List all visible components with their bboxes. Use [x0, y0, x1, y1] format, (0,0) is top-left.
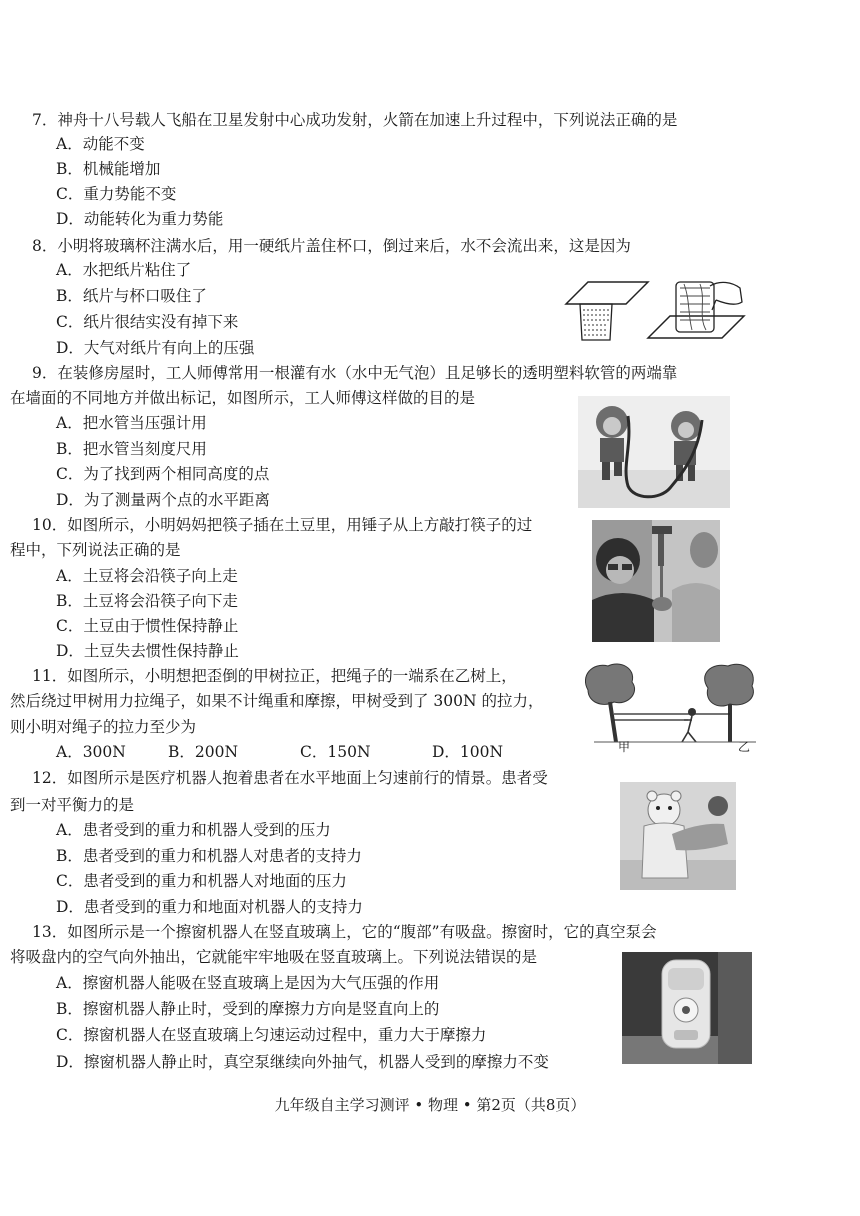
q12-stem-line1: 12．如图所示是医疗机器人抱着患者在水平地面上匀速前行的情景。患者受 [32, 769, 548, 787]
q10-option-a: A．土豆将会沿筷子向上走 [56, 567, 238, 585]
medical-robot-photo [620, 782, 736, 890]
q8-option-d: D．大气对纸片有向上的压强 [56, 339, 255, 357]
q10-option-d: D．土豆失去惯性保持静止 [56, 642, 239, 660]
q11-option-d: D．100N [432, 743, 504, 761]
q11-stem-line3: 则小明对绳子的拉力至少为 [10, 718, 197, 736]
q9-stem-line2: 在墙面的不同地方并做出标记，如图所示，工人师傅这样做的目的是 [10, 389, 476, 407]
window-robot-photo [622, 952, 752, 1064]
q7-option-d: D．动能转化为重力势能 [56, 210, 224, 228]
q8-option-b: B．纸片与杯口吸住了 [56, 287, 207, 305]
q9-option-d: D．为了测量两个点的水平距离 [56, 491, 270, 509]
q7-option-b: B．机械能增加 [56, 160, 161, 178]
q10-stem-line1: 10．如图所示，小明妈妈把筷子插在土豆里，用锤子从上方敲打筷子的过 [32, 516, 533, 534]
q10-option-b: B．土豆将会沿筷子向下走 [56, 592, 238, 610]
q7-option-a: A．动能不变 [56, 135, 145, 153]
potato-chopstick-photo [592, 520, 720, 642]
q8-option-a: A．水把纸片粘住了 [56, 261, 192, 279]
q12-option-c: C．患者受到的重力和机器人对地面的压力 [56, 872, 347, 890]
q11-stem-line1: 11．如图所示，小明想把歪倒的甲树拉正，把绳子的一端系在乙树上， [32, 667, 517, 685]
label-tree-jia: 甲 [618, 740, 631, 754]
q7-stem: 7．神舟十八号载人飞船在卫星发射中心成功发射，火箭在加速上升过程中，下列说法正确的是 [32, 111, 678, 129]
q11-option-b: B．200N [168, 743, 239, 761]
q9-option-c: C．为了找到两个相同高度的点 [56, 465, 270, 483]
q9-option-b: B．把水管当刻度尺用 [56, 440, 207, 458]
cup-paper-figure [560, 276, 750, 344]
q9-stem-line1: 9．在装修房屋时，工人师傅常用一根灌有水（水中无气泡）且足够长的透明塑料软管的两端靠 [32, 364, 678, 382]
trees-rope-figure [580, 662, 760, 758]
label-tree-yi: 乙 [738, 740, 751, 754]
q11-option-a: A．300N [56, 743, 126, 761]
q8-option-c: C．纸片很结实没有掉下来 [56, 313, 239, 331]
page-footer: 九年级自主学习测评 • 物理 • 第2页（共8页） [274, 1096, 586, 1114]
q7-option-c: C．重力势能不变 [56, 185, 177, 203]
q12-option-b: B．患者受到的重力和机器人对患者的支持力 [56, 847, 362, 865]
q13-stem-line1: 13．如图所示是一个擦窗机器人在竖直玻璃上，它的“腹部”有吸盘。擦窗时，它的真空泵会 [32, 923, 657, 941]
q8-stem: 8．小明将玻璃杯注满水后，用一硬纸片盖住杯口，倒过来后，水不会流出来，这是因为 [32, 237, 631, 255]
q13-option-a: A．擦窗机器人能吸在竖直玻璃上是因为大气压强的作用 [56, 974, 440, 992]
q10-stem-line2: 程中，下列说法正确的是 [10, 541, 181, 559]
q12-stem-line2: 到一对平衡力的是 [10, 796, 135, 814]
q13-stem-line2: 将吸盘内的空气向外抽出，它就能牢牢地吸在竖直玻璃上。下列说法错误的是 [10, 948, 538, 966]
q11-stem-line2: 然后绕过甲树用力拉绳子，如果不计绳重和摩擦，甲树受到了 300N 的拉力， [10, 692, 544, 710]
q13-option-c: C．擦窗机器人在竖直玻璃上匀速运动过程中，重力大于摩擦力 [56, 1026, 487, 1044]
q12-option-d: D．患者受到的重力和地面对机器人的支持力 [56, 898, 363, 916]
q12-option-a: A．患者受到的重力和机器人受到的压力 [56, 821, 331, 839]
q11-option-c: C．150N [300, 743, 371, 761]
q9-option-a: A．把水管当压强计用 [56, 414, 207, 432]
q10-option-c: C．土豆由于惯性保持静止 [56, 617, 239, 635]
q13-option-d: D．擦窗机器人静止时，真空泵继续向外抽气，机器人受到的摩擦力不变 [56, 1053, 549, 1071]
workers-water-tube-figure [578, 396, 730, 508]
q13-option-b: B．擦窗机器人静止时，受到的摩擦力方向是竖直向上的 [56, 1000, 440, 1018]
